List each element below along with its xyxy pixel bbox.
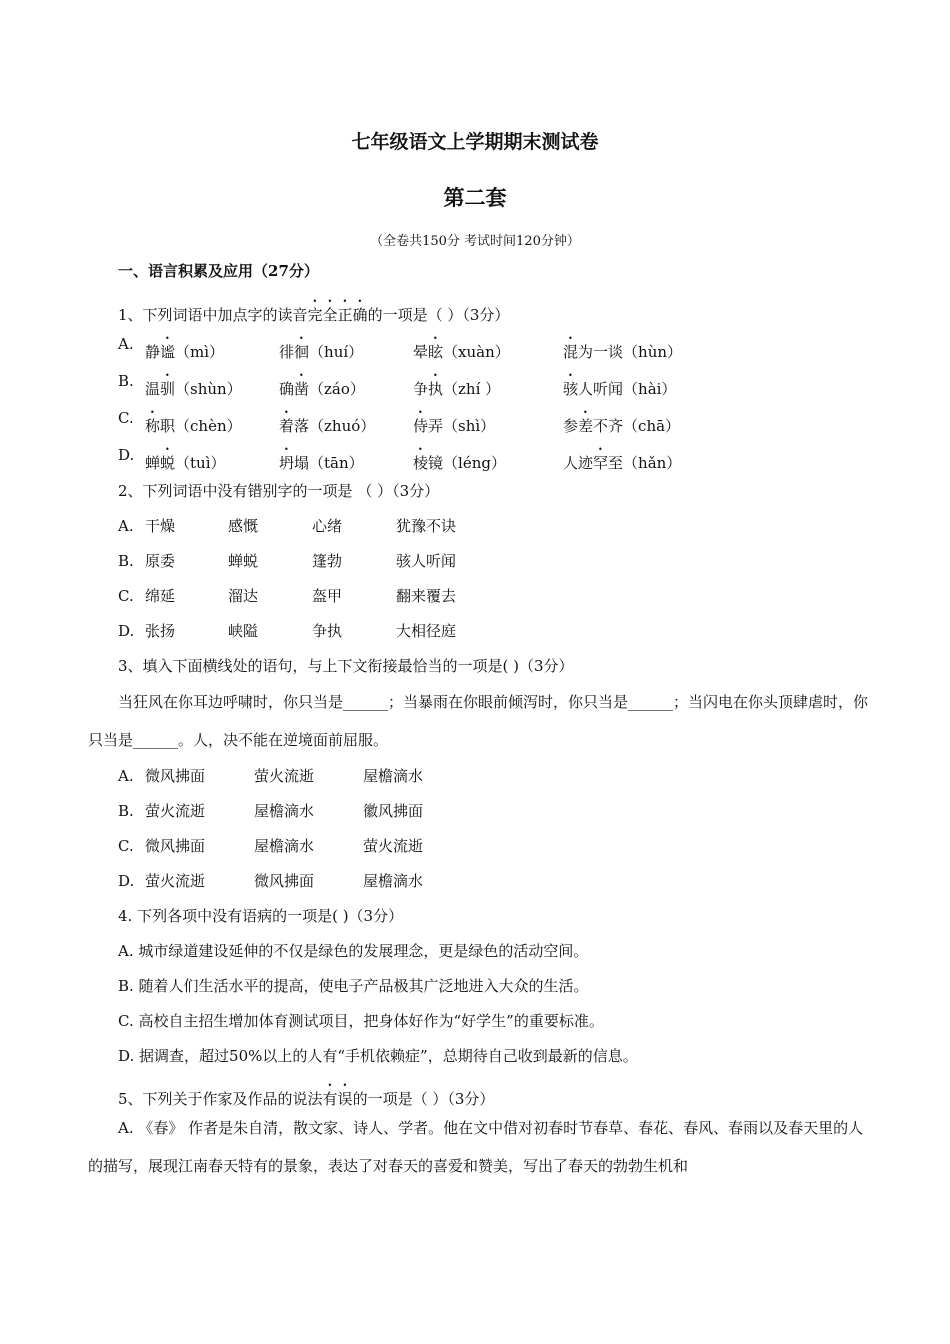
option-word: 争执 — [312, 622, 343, 640]
option-label: B. — [118, 802, 134, 820]
option-word: 峡隘 — [228, 622, 259, 640]
dotted-character: 凿 — [294, 380, 310, 398]
option-row — [118, 516, 457, 536]
option-word: 微风拂面 — [145, 837, 206, 855]
option-row — [118, 551, 457, 571]
word-text: 静 — [145, 343, 161, 361]
dotted-character: 差 — [578, 417, 594, 435]
option-word — [563, 408, 680, 436]
option-word — [145, 334, 224, 362]
option-label: A. — [118, 517, 134, 535]
word-text: 弄 — [428, 417, 444, 435]
option-label: D. — [118, 446, 135, 464]
dotted-character: 罕 — [593, 454, 609, 472]
pinyin: （hǎn） — [623, 454, 682, 472]
dotted-character: 徊 — [294, 343, 310, 361]
stem-text: 5、下列关于作家及作品的说法 — [118, 1090, 323, 1108]
emphasized-text: 完全正确 — [307, 306, 368, 324]
option-label: A. — [118, 335, 134, 353]
option-label: B. — [118, 552, 134, 570]
option-word: 蝉蜕 — [228, 552, 259, 570]
option-word — [413, 445, 506, 473]
option-word: 萤火流逝 — [254, 767, 315, 785]
stem-text: 1、下列词语中加点字的读音 — [118, 306, 308, 324]
option-word: 原委 — [145, 552, 176, 570]
option-row — [118, 801, 424, 821]
word-text: 塌 — [294, 454, 310, 472]
option-word: 屋檐滴水 — [254, 802, 315, 820]
option-word: 盔甲 — [312, 587, 343, 605]
dotted-character: 谧 — [160, 343, 176, 361]
pinyin: （léng） — [443, 454, 506, 472]
option-row — [118, 871, 424, 891]
option-word — [145, 445, 226, 473]
pinyin: （xuàn） — [443, 343, 510, 361]
word-text: 为一谈 — [578, 343, 624, 361]
option-word: 翻来覆去 — [396, 587, 457, 605]
pinyin: （shì） — [443, 417, 496, 435]
question-4-stem: 4. 下列各项中没有语病的一项是( )（3分） — [118, 907, 404, 925]
pinyin: （tān） — [309, 454, 364, 472]
dotted-character: 着 — [279, 417, 295, 435]
word-text: 确 — [279, 380, 295, 398]
dotted-character: 眩 — [428, 343, 444, 361]
dotted-character: 混 — [563, 343, 579, 361]
option-row — [118, 445, 682, 472]
question-5-stem — [118, 1081, 494, 1109]
pinyin: （hùn） — [623, 343, 683, 361]
word-text: 人迹 — [563, 454, 594, 472]
dotted-character: 骇 — [563, 380, 579, 398]
word-text: 参 — [563, 417, 579, 435]
dotted-character: 坍 — [279, 454, 295, 472]
dotted-character: 棱 — [413, 454, 429, 472]
option-word — [145, 371, 242, 399]
word-text: 镜 — [428, 454, 444, 472]
word-text: 晕 — [413, 343, 429, 361]
option-word: 感慨 — [228, 517, 259, 535]
dotted-character: 蜕 — [160, 454, 176, 472]
word-text: 蝉 — [145, 454, 161, 472]
option-row — [118, 836, 424, 856]
option-word — [563, 445, 681, 473]
option-row — [118, 334, 683, 361]
option-word — [563, 334, 682, 362]
option-word — [563, 371, 676, 399]
dotted-character: 驯 — [160, 380, 176, 398]
option-word — [413, 334, 510, 362]
dotted-character: 称 — [145, 417, 161, 435]
document-subtitle: 第二套 — [443, 185, 507, 210]
question-1-stem — [118, 297, 509, 325]
option-word: 微风拂面 — [145, 767, 206, 785]
option-row — [118, 766, 424, 786]
pinyin: （záo） — [309, 380, 365, 398]
question-5-option-a: A. 《春》 作者是朱自清，散文家、诗人、学者。他在文中借对初春时节春草、春花、春风、春雨以及春天里的人的描写，展现江南春天特有的景象，表达了对春天的喜爱和赞美，写出了春天的勃勃生机和 — [88, 1119, 864, 1175]
option-row — [118, 586, 457, 606]
pinyin: （chèn） — [175, 417, 242, 435]
stem-text: 的一项是（ ）（3分） — [367, 306, 510, 324]
option-word: 萤火流逝 — [363, 837, 424, 855]
question-4-option: A. 城市绿道建设延伸的不仅是绿色的发展理念，更是绿色的活动空间。 — [118, 942, 589, 960]
option-word: 干燥 — [145, 517, 176, 535]
option-label: A. — [118, 767, 134, 785]
dotted-character: 侍 — [413, 417, 429, 435]
word-text: 人听闻 — [578, 380, 624, 398]
option-label: C. — [118, 409, 134, 427]
option-word: 徽风拂面 — [363, 802, 424, 820]
pinyin: （zhuó） — [309, 417, 376, 435]
option-label: D. — [118, 622, 135, 640]
word-text: 不齐 — [593, 417, 624, 435]
option-label: C. — [118, 837, 134, 855]
option-label: D. — [118, 872, 135, 890]
option-word: 张扬 — [145, 622, 176, 640]
pinyin: （shùn） — [175, 380, 242, 398]
option-row — [118, 621, 457, 641]
word-text: 争 — [413, 380, 429, 398]
stem-text: 的一项是（ ）（3分） — [352, 1090, 495, 1108]
pinyin: （huí） — [309, 343, 364, 361]
word-text: 温 — [145, 380, 161, 398]
option-word: 心绪 — [312, 517, 343, 535]
option-word: 犹豫不诀 — [396, 517, 457, 535]
document-title: 七年级语文上学期期末测试卷 — [351, 131, 599, 153]
pinyin: （mì） — [175, 343, 225, 361]
question-2-stem: 2、下列词语中没有错别字的一项是 （ ）（3分） — [118, 482, 440, 500]
option-label: C. — [118, 587, 134, 605]
pinyin: （zhí ） — [443, 380, 501, 398]
word-text: 落 — [294, 417, 310, 435]
option-word: 萤火流逝 — [145, 872, 206, 890]
pinyin: （tuì） — [175, 454, 226, 472]
dotted-character: 执 — [428, 380, 444, 398]
question-3-passage: 当狂风在你耳边呼啸时，你只当是______；当暴雨在你眼前倾泻时，你只当是______；当闪电在你头顶肆虐时，你只当是______。人，决不能在逆境面前屈服。 — [88, 693, 869, 749]
option-word — [279, 371, 365, 399]
option-word: 骇人听闻 — [396, 552, 457, 570]
question-3-stem: 3、填入下面横线处的语句，与上下文衔接最恰当的一项是( )（3分） — [118, 657, 574, 675]
question-4-option: B. 随着人们生活水平的提高，使电子产品极其广泛地进入大众的生活。 — [118, 977, 589, 995]
option-word: 微风拂面 — [254, 872, 315, 890]
option-word: 绵延 — [145, 587, 176, 605]
pinyin: （hài） — [623, 380, 677, 398]
option-word: 萤火流逝 — [145, 802, 206, 820]
option-row — [118, 371, 677, 398]
option-word: 篷勃 — [312, 552, 343, 570]
option-word: 屋檐滴水 — [363, 872, 424, 890]
option-label: B. — [118, 372, 134, 390]
option-word — [145, 408, 242, 436]
option-word — [279, 408, 375, 436]
section-heading: 一、语言积累及应用（27分） — [118, 262, 319, 280]
option-word: 屋檐滴水 — [363, 767, 424, 785]
option-word: 屋檐滴水 — [254, 837, 315, 855]
exam-note: （全卷共150分 考试时间120分钟） — [370, 234, 580, 249]
word-text: 至 — [608, 454, 624, 472]
word-text: 职 — [160, 417, 176, 435]
option-word — [279, 445, 364, 473]
emphasized-text: 有误 — [322, 1090, 353, 1108]
option-word — [413, 371, 500, 399]
option-word — [279, 334, 363, 362]
option-row — [118, 408, 681, 435]
option-word — [413, 408, 495, 436]
option-word: 大相径庭 — [396, 622, 457, 640]
question-4-option: D. 据调查，超过50%以上的人有“手机依赖症”，总期待自己收到最新的信息。 — [118, 1047, 638, 1065]
option-word: 溜达 — [228, 587, 259, 605]
word-text: 徘 — [279, 343, 295, 361]
pinyin: （chā） — [623, 417, 681, 435]
question-4-option: C. 高校自主招生增加体育测试项目，把身体好作为“好学生”的重要标准。 — [118, 1012, 604, 1030]
